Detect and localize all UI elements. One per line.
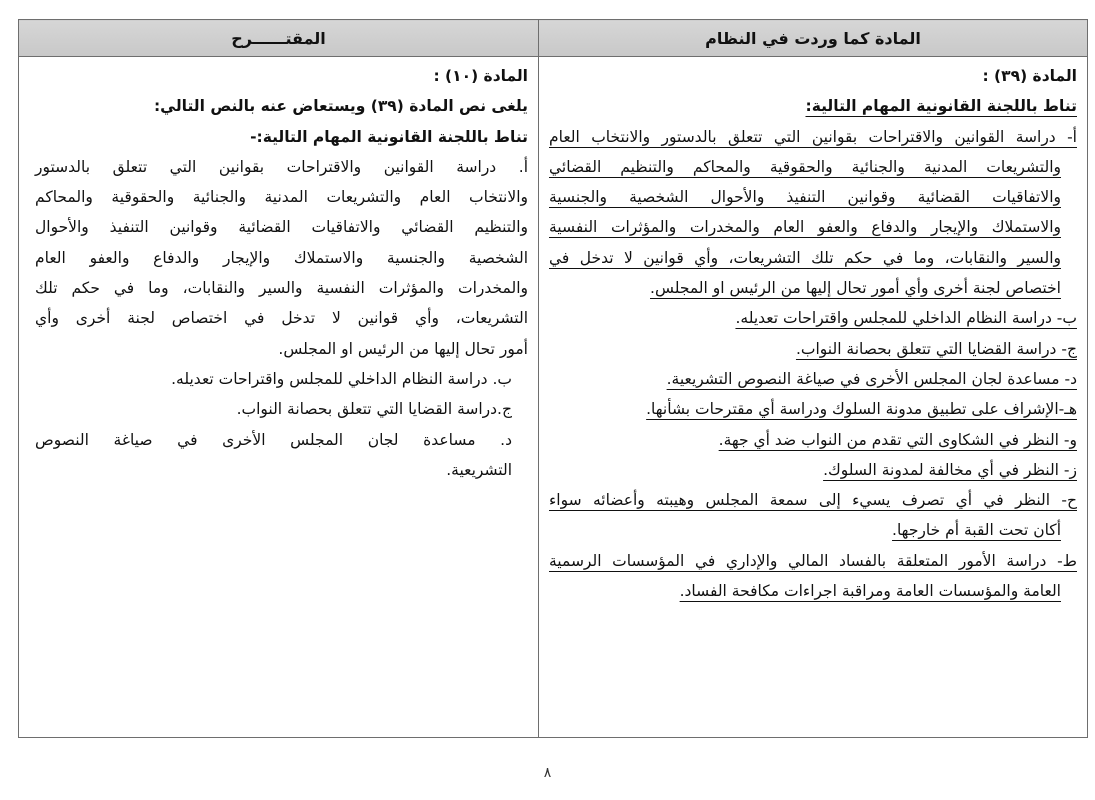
proposed-line: أ. دراسة القوانين والاقتراحات بقوانين التي تتعلق بالدستور — [35, 157, 528, 176]
proposed-line: والانتخاب العام والتشريعات المدنية والجنائية والحقوقية والمحاكم — [35, 188, 528, 207]
original-item-hh: ح- النظر في أي تصرف يسيء إلى سمعة المجلس وهيبته وأعضائه سواء — [549, 491, 1077, 510]
header-proposed: المقتــــــرح — [19, 20, 539, 57]
proposed-article-title: المادة (١٠) : — [433, 67, 528, 85]
original-line: اختصاص لجنة أخرى وأي أمور تحال إليها من الرئيس او المجلس. — [650, 279, 1061, 298]
original-item-t: ط- دراسة الأمور المتعلقة بالفساد المالي والإداري في المؤسسات الرسمية — [549, 551, 1077, 570]
original-item-b: ب- دراسة النظام الداخلي للمجلس واقتراحات تعديله. — [735, 309, 1077, 328]
original-line: والاستملاك والإيجار والدفاع والعفو العام والمخدرات والمؤثرات النفسية — [549, 218, 1061, 237]
table-body-row — [19, 57, 1088, 738]
proposed-line: الشخصية والجنسية والاستملاك والإيجار والدفاع والعفو العام — [35, 248, 528, 267]
original-line: والتشريعات المدنية والجنائية والحقوقية والمحاكم والتنظيم القضائي — [549, 157, 1061, 176]
original-article-cell — [539, 57, 1088, 738]
original-item-w: و- النظر في الشكاوى التي تقدم من النواب ضد أي جهة. — [718, 430, 1077, 449]
original-line: أ- دراسة القوانين والاقتراحات بقوانين التي تتعلق بالدستور والانتخاب العام — [549, 127, 1077, 146]
proposed-line: أمور تحال إليها من الرئيس او المجلس. — [278, 339, 528, 358]
proposed-amendment-text: يلغى نص المادة (٣٩) ويستعاض عنه بالنص التالي: — [153, 97, 528, 116]
original-line: والاتفاقيات القضائية وقوانين التنفيذ والأحوال الشخصية والجنسية — [549, 188, 1061, 207]
original-item-d: د- مساعدة لجان المجلس الأخرى في صياغة النصوص التشريعية. — [666, 369, 1077, 388]
proposed-item-b: ب. دراسة النظام الداخلي للمجلس واقتراحات تعديله. — [171, 369, 512, 388]
original-line: العامة والمؤسسات العامة ومراقبة اجراءات مكافحة الفساد. — [679, 582, 1061, 601]
proposed-article-cell — [19, 57, 539, 738]
original-item-h: هـ-الإشراف على تطبيق مدونة السلوك ودراسة أي مقترحات بشأنها. — [646, 400, 1077, 419]
original-item-c: ج- دراسة القضايا التي تتعلق بحصانة النواب. — [795, 339, 1077, 358]
original-article-title: المادة (٣٩) : — [982, 67, 1077, 85]
proposed-line: والتنظيم القضائي والاتفاقيات القضائية وقوانين التنفيذ والأحوال — [35, 218, 528, 237]
table-header-row — [19, 20, 1088, 57]
proposed-line: التشريعية. — [446, 460, 512, 479]
original-intro: تناط باللجنة القانونية المهام التالية: — [805, 97, 1077, 116]
page-number: ٨ — [543, 765, 552, 781]
original-line: والسير والنقابات، وما في حكم تلك التشريعات، وأي قوانين لا تدخل في — [549, 248, 1061, 267]
proposed-item-c: ج.دراسة القضايا التي تتعلق بحصانة النواب. — [236, 400, 512, 419]
original-item-z: ز- النظر في أي مخالفة لمدونة السلوك. — [823, 460, 1077, 479]
comparison-table — [18, 19, 1088, 738]
original-line: أكان تحت القبة أم خارجها. — [892, 521, 1061, 540]
proposed-line: التشريعات، وأي قوانين لا تدخل في اختصاص لجنة أخرى وأي — [35, 309, 528, 328]
proposed-item-d: د. مساعدة لجان المجلس الأخرى في صياغة النصوص — [35, 430, 512, 449]
header-original-article: المادة كما وردت في النظام — [539, 20, 1088, 57]
proposed-line: والمخدرات والمؤثرات النفسية والسير والنقابات، وما في حكم تلك — [35, 279, 528, 298]
proposed-intro: تناط باللجنة القانونية المهام التالية:- — [250, 127, 528, 146]
